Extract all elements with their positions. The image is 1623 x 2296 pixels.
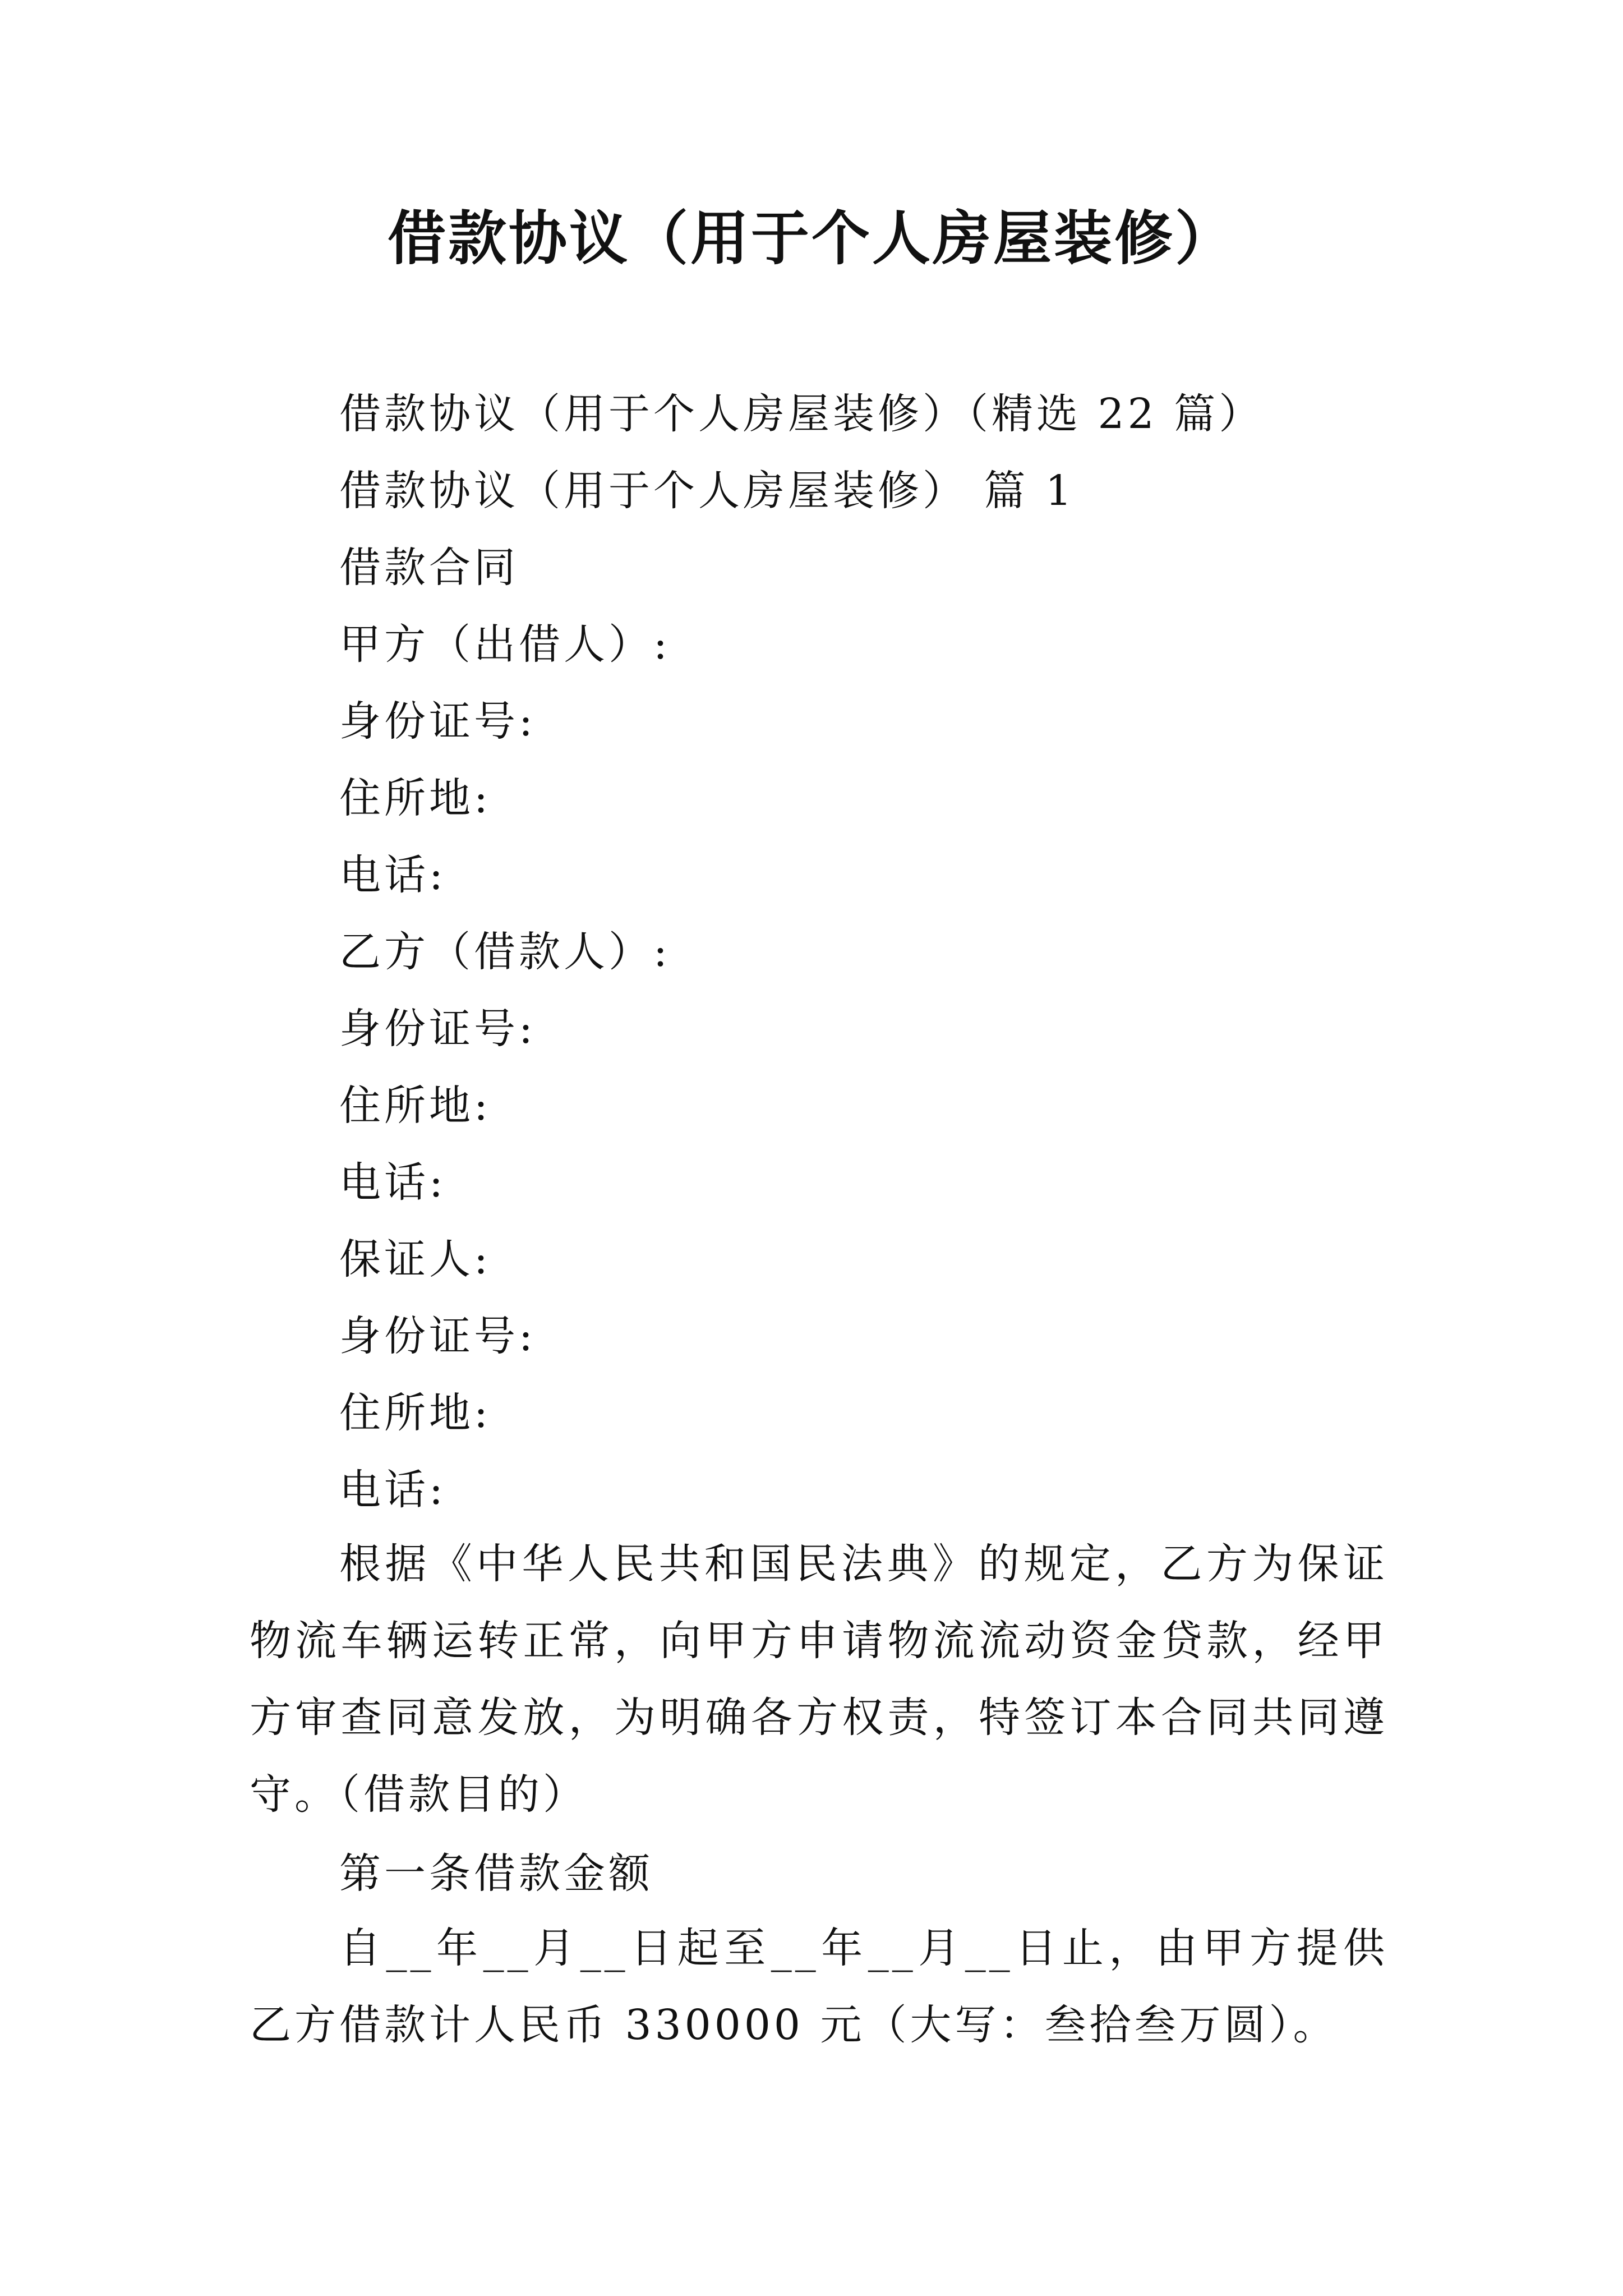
guarantor-phone-label: 电话: [339, 1466, 446, 1514]
purpose-paragraph: 根据《中华人民共和国民法典》的规定，乙方为保证物流车辆运转正常，向甲方申请物流流动资金贷款，经甲方审查同意发放，为明确各方权责，特签订本合同共同遵守。（借款目的） [250, 1540, 1388, 1819]
party-b-id-label: 身份证号: [339, 1005, 536, 1053]
party-b-phone-label: 电话: [339, 1158, 446, 1207]
guarantor-id-label: 身份证号: [339, 1312, 536, 1360]
contract-heading: 借款合同 [339, 544, 519, 592]
party-a-label: 甲方（出借人）: [339, 620, 671, 669]
subtitle-selection: 借款协议（用于个人房屋装修）（精选 22 篇） [339, 390, 1264, 438]
party-b-address-label: 住所地: [339, 1082, 491, 1130]
party-a-id-label: 身份证号: [339, 697, 536, 746]
amount-paragraph: 自__年__月__日起至__年__月__日止，由甲方提供乙方借款计人民币 330000 元（大写：叁拾叁万圆）。 [250, 1924, 1388, 2049]
document-title: 借款协议（用于个人房屋装修） [387, 204, 1235, 273]
party-a-phone-label: 电话: [339, 851, 446, 899]
subtitle-part-1: 借款协议（用于个人房屋装修） 篇 1 [339, 467, 1076, 515]
article-1-heading: 第一条借款金额 [339, 1849, 653, 1898]
guarantor-address-label: 住所地: [339, 1389, 491, 1437]
guarantor-label: 保证人: [339, 1235, 491, 1283]
party-a-address-label: 住所地: [339, 774, 491, 822]
party-b-label: 乙方（借款人）: [339, 928, 671, 976]
